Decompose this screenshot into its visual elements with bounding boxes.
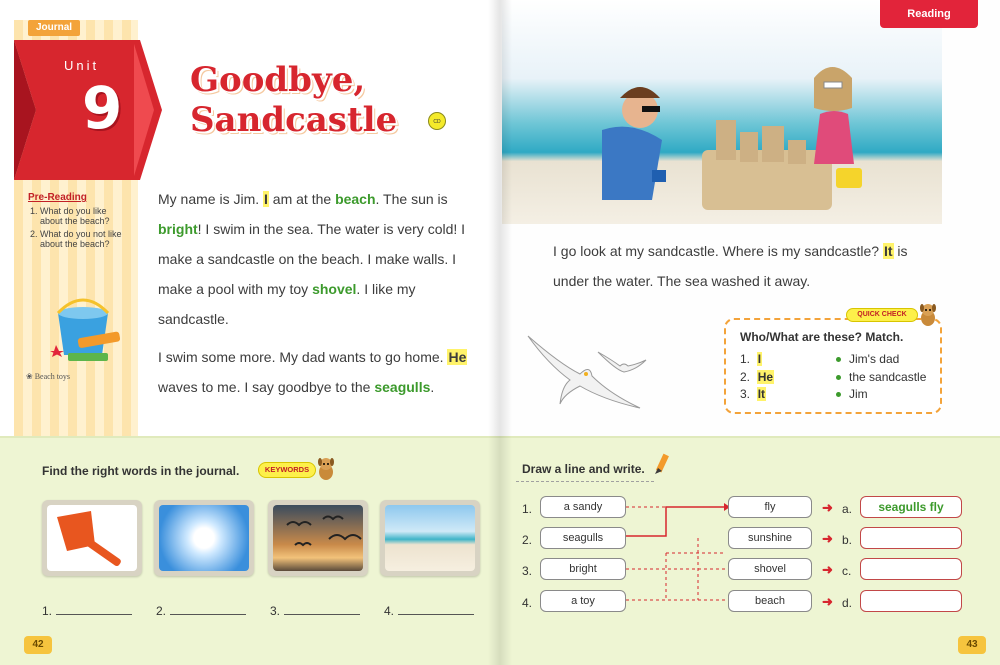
quick-check-option[interactable]: Jim's dad — [836, 352, 899, 366]
page-number-left: 42 — [24, 636, 52, 654]
beach-toys-image — [38, 295, 128, 370]
story-paragraph-1 — [158, 184, 488, 334]
arrow-right-icon: ➜ — [822, 500, 833, 515]
story-text-left — [158, 184, 488, 410]
left-word-box[interactable]: a toy — [540, 590, 626, 612]
toys-caption: ❀ Beach toys — [26, 372, 71, 381]
answer-blank-3[interactable]: 3. — [270, 604, 360, 618]
story-text: am at the — [268, 191, 336, 207]
middle-word-box[interactable]: shovel — [728, 558, 812, 580]
unit-label: Unit — [64, 58, 100, 73]
story-paragraph-2 — [158, 342, 488, 402]
story-text: . The sun is — [375, 191, 448, 207]
left-word-box[interactable]: bright — [540, 558, 626, 580]
pre-reading-heading: Pre-Reading — [28, 192, 87, 203]
arrow-right-icon: ➜ — [822, 531, 833, 546]
row-number: 1. — [522, 502, 533, 516]
keywords-badge: KEYWORDS — [258, 462, 316, 478]
reading-tab: Reading — [880, 0, 978, 28]
row-number: 3. — [522, 564, 533, 578]
row-letter: d. — [842, 596, 853, 610]
picture-seagulls — [268, 500, 368, 576]
story-text: My name is Jim. — [158, 191, 264, 207]
story-text: I go look at my sandcastle. Where is my sandcastle? — [553, 243, 883, 259]
story-text: . I like my sandcastle. — [158, 281, 416, 327]
keyword: seagulls — [374, 379, 431, 395]
story-text: . — [430, 379, 435, 395]
row-number: 4. — [522, 596, 533, 610]
answer-box[interactable] — [860, 527, 962, 549]
pre-reading-question: 1. What do you like about the beach? — [40, 206, 124, 226]
middle-word-box[interactable]: sunshine — [728, 527, 812, 549]
picture-shovel — [42, 500, 142, 576]
row-letter: b. — [842, 533, 853, 547]
highlighted-pronoun: I — [264, 191, 268, 207]
title-underline — [516, 481, 654, 482]
pre-reading-question: 2. What do you not like about the beach? — [40, 229, 124, 249]
title-line-1: Goodbye, — [190, 60, 366, 100]
beach-photo — [502, 0, 942, 224]
draw-line-title: Draw a line and write. — [522, 462, 645, 476]
picture-sunshine — [154, 500, 254, 576]
page-number-right: 43 — [958, 636, 986, 654]
story-text: is under the water. The sea washed it away. — [553, 243, 908, 289]
arrow-right-icon: ➜ — [822, 562, 833, 577]
quick-check-title: Who/What are these? Match. — [740, 330, 904, 344]
answer-blank-1[interactable]: 1. — [42, 604, 132, 618]
cd-track-icon[interactable]: CD — [428, 112, 446, 130]
answer-blank-4[interactable]: 4. — [384, 604, 474, 618]
answer-box[interactable] — [860, 558, 962, 580]
story-text: ! I swim in the sea. The water is very cold! I make a sandcastle on the beach. I make walls. I make a pool with my toy — [158, 221, 466, 297]
highlighted-pronoun: He — [448, 349, 467, 365]
answer-box[interactable]: seagulls fly — [860, 496, 962, 518]
unit-number: 9 — [82, 74, 123, 142]
row-letter: a. — [842, 502, 853, 516]
quick-check-option[interactable]: the sandcastle — [836, 370, 926, 384]
story-text: I swim some more. My dad wants to go home. — [158, 349, 448, 365]
page-title — [190, 60, 397, 140]
row-number: 2. — [522, 533, 533, 547]
keyword: beach — [335, 191, 376, 207]
quick-check-item: 1. I — [740, 352, 762, 366]
keyword: bright — [158, 221, 198, 237]
arrow-right-icon: ➜ — [822, 594, 833, 609]
picture-beach — [380, 500, 480, 576]
left-word-box[interactable]: seagulls — [540, 527, 626, 549]
shovel-icon — [47, 505, 137, 571]
seagulls-image — [520, 324, 660, 416]
journal-tab: Journal — [28, 20, 80, 36]
left-word-box[interactable]: a sandy — [540, 496, 626, 518]
dog-mascot-icon — [918, 302, 938, 328]
title-line-2: Sandcastle — [190, 100, 398, 140]
birds-icon — [273, 505, 363, 571]
row-letter: c. — [842, 564, 852, 578]
dog-mascot-icon — [316, 456, 336, 482]
story-text: waves to me. I say goodbye to the — [158, 379, 375, 395]
middle-word-box[interactable]: fly — [728, 496, 812, 518]
pre-reading-box — [28, 192, 124, 252]
middle-word-box[interactable]: beach — [728, 590, 812, 612]
pencil-icon — [652, 452, 672, 478]
quick-check-item: 2. He — [740, 370, 774, 384]
quick-check-option[interactable]: Jim — [836, 387, 868, 401]
answer-blank-2[interactable]: 2. — [156, 604, 246, 618]
quick-check-badge: QUICK CHECK — [846, 308, 918, 322]
matching-lines — [626, 495, 730, 615]
highlighted-pronoun: It — [883, 243, 893, 259]
find-words-title: Find the right words in the journal. — [42, 464, 240, 478]
keyword: shovel — [312, 281, 357, 297]
story-text-right — [553, 236, 933, 296]
answer-box[interactable] — [860, 590, 962, 612]
quick-check-item: 3. It — [740, 387, 766, 401]
